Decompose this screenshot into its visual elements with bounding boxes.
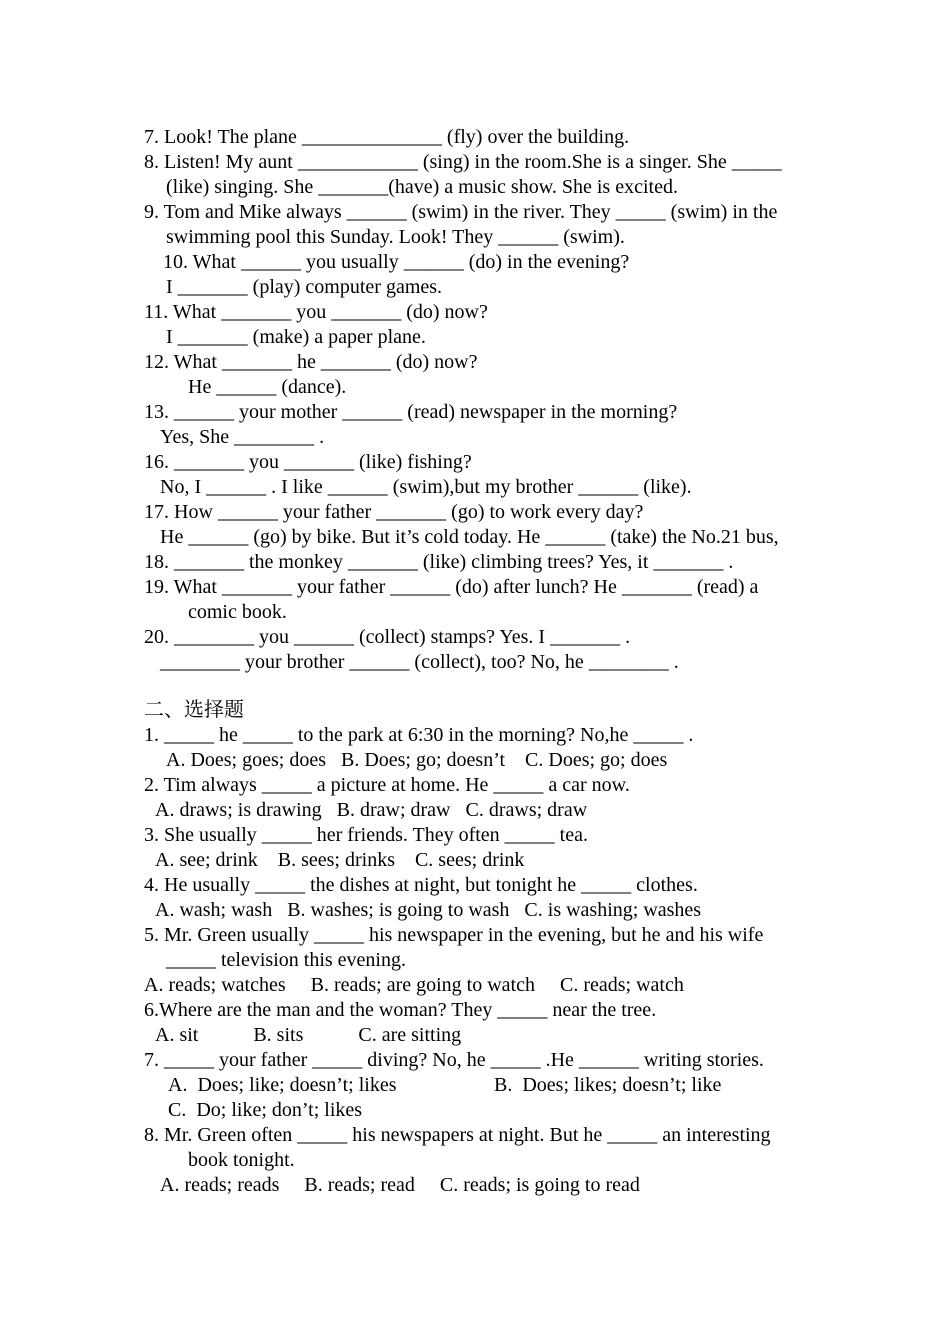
mc7-question: 7. _____ your father _____ diving? No, he _____ .He ______ writing stories.	[144, 1049, 764, 1071]
q18-line: 18. _______ the monkey _______ (like) climbing trees? Yes, it _______ .	[144, 551, 734, 573]
q20-line: 20. ________ you ______ (collect) stamps? Yes. I _______ .	[144, 626, 631, 648]
q9-continuation: swimming pool this Sunday. Look! They ______ (swim).	[166, 226, 625, 248]
q13-answer-line: Yes, She ________ .	[160, 426, 325, 448]
mc7-option-c: C. Do; like; don’t; likes	[168, 1099, 363, 1121]
q11-answer-line: I _______ (make) a paper plane.	[166, 326, 426, 348]
mc8-options: A. reads; reads B. reads; read C. reads; is going to read	[160, 1174, 640, 1196]
mc2-question: 2. Tim always _____ a picture at home. He _____ a car now.	[144, 774, 630, 796]
q9-line: 9. Tom and Mike always ______ (swim) in the river. They _____ (swim) in the	[144, 201, 778, 223]
q16-line: 16. _______ you _______ (like) fishing?	[144, 451, 472, 473]
q10-answer-line: I _______ (play) computer games.	[166, 276, 443, 298]
q12-answer-line: He ______ (dance).	[188, 376, 347, 398]
q19-continuation: comic book.	[188, 601, 287, 623]
mc3-options: A. see; drink B. sees; drinks C. sees; drink	[155, 849, 525, 871]
q8-line: 8. Listen! My aunt ____________ (sing) in the room.She is a singer. She _____	[144, 151, 782, 173]
q12-line: 12. What _______ he _______ (do) now?	[144, 351, 478, 373]
mc4-options: A. wash; wash B. washes; is going to wash C. is washing; washes	[155, 899, 702, 921]
q8-continuation: (like) singing. She _______(have) a music show. She is excited.	[166, 176, 678, 198]
mc5-options: A. reads; watches B. reads; are going to watch C. reads; watch	[144, 974, 684, 996]
mc6-question: 6.Where are the man and the woman? They _____ near the tree.	[144, 999, 657, 1021]
q17-line: 17. How ______ your father _______ (go) to work every day?	[144, 501, 644, 523]
mc7-option-b: B. Does; likes; doesn’t; like	[494, 1074, 722, 1096]
mc2-options: A. draws; is drawing B. draw; draw C. draws; draw	[155, 799, 588, 821]
mc6-options: A. sit B. sits C. are sitting	[155, 1024, 462, 1046]
mc7-option-a: A. Does; like; doesn’t; likes	[168, 1074, 397, 1096]
mc1-question: 1. _____ he _____ to the park at 6:30 in the morning? No,he _____ .	[144, 724, 694, 746]
section-two-heading: 二、选择题	[144, 699, 244, 721]
mc8-question: 8. Mr. Green often _____ his newspapers at night. But he _____ an interesting	[144, 1124, 771, 1146]
mc8-continuation: book tonight.	[188, 1149, 295, 1171]
q7-line: 7. Look! The plane ______________ (fly) over the building.	[144, 126, 630, 148]
mc1-options: A. Does; goes; does B. Does; go; doesn’t C. Does; go; does	[166, 749, 668, 771]
mc5-question: 5. Mr. Green usually _____ his newspaper in the evening, but he and his wife	[144, 924, 764, 946]
q11-line: 11. What _______ you _______ (do) now?	[144, 301, 488, 323]
q13-line: 13. ______ your mother ______ (read) newspaper in the morning?	[144, 401, 678, 423]
q19-line: 19. What _______ your father ______ (do) after lunch? He _______ (read) a	[144, 576, 759, 598]
q20-followup-line: ________ your brother ______ (collect), too? No, he ________ .	[160, 651, 679, 673]
q16-answer-line: No, I ______ . I like ______ (swim),but my brother ______ (like).	[160, 476, 692, 498]
mc4-question: 4. He usually _____ the dishes at night, but tonight he _____ clothes.	[144, 874, 698, 896]
mc3-question: 3. She usually _____ her friends. They often _____ tea.	[144, 824, 588, 846]
mc5-continuation: _____ television this evening.	[166, 949, 406, 971]
q17-answer-line: He ______ (go) by bike. But it’s cold today. He ______ (take) the No.21 bus,	[160, 526, 779, 548]
q10-line: 10. What ______ you usually ______ (do) in the evening?	[163, 251, 630, 273]
